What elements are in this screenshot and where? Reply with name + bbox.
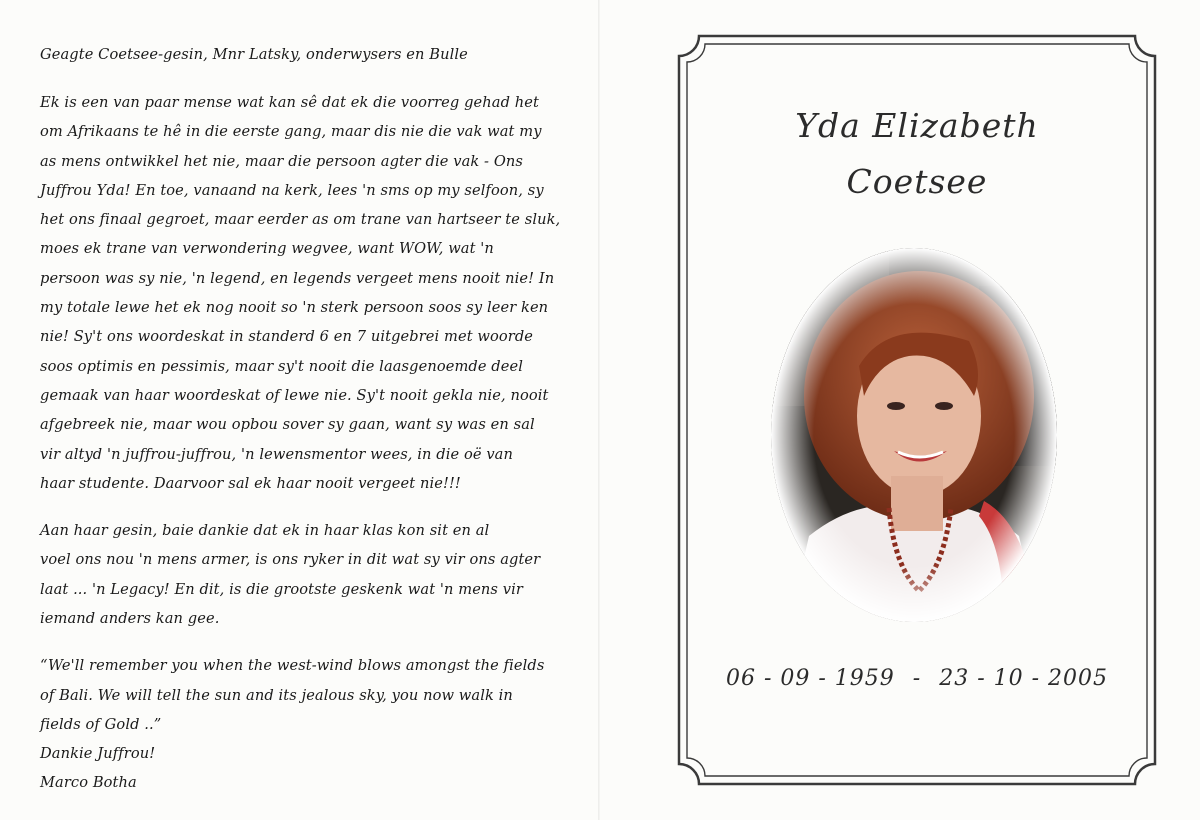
text-line: vir altyd 'n juffrou-juffrou, 'n lewensmentor wees, in die oë van <box>40 445 513 463</box>
text-line: nie! Sy't ons woordeskat in standerd 6 en 7 uitgebrei met woorde <box>40 328 534 346</box>
text-line: Aan haar gesin, baie dankie dat ek in haar klas kon sit en al <box>40 522 490 540</box>
memorial-card <box>677 34 1157 786</box>
portrait-photo <box>769 246 1059 624</box>
tribute-letter <box>40 40 560 797</box>
text-line: iemand anders kan gee. <box>40 610 220 628</box>
tribute-paragraph-2 <box>40 516 560 633</box>
life-dates <box>677 666 1157 691</box>
text-line: “We'll remember you when the west-wind blows amongst the fields <box>40 657 545 675</box>
text-line: het ons finaal gegroet, maar eerder as om trane van hartseer te sluk, <box>40 211 561 229</box>
tribute-quote <box>40 651 560 797</box>
text-line: fields of Gold ..” <box>40 715 162 733</box>
page-fold <box>598 0 600 820</box>
text-line: haar studente. Daarvoor sal ek haar nooit vergeet nie!!! <box>40 474 461 492</box>
deceased-first-names: Yda Elizabeth <box>795 106 1039 145</box>
text-line: laat ... 'n Legacy! En dit, is die grootste geskenk wat 'n mens vir <box>40 580 523 598</box>
text-line: as mens ontwikkel het nie, maar die persoon agter die vak - Ons <box>40 152 523 170</box>
death-date: 23 - 10 - 2005 <box>939 666 1109 691</box>
birth-date: 06 - 09 - 1959 <box>725 666 895 691</box>
text-line: Ek is een van paar mense wat kan sê dat ek die voorreg gehad het <box>40 94 539 111</box>
text-line: om Afrikaans te hê in die eerste gang, maar dis nie die vak wat my <box>40 123 542 141</box>
text-line: gemaak van haar woordeskat of lewe nie. Sy't nooit gekla nie, nooit <box>40 386 549 404</box>
text-line: moes ek trane van verwondering wegvee, want WOW, wat 'n <box>40 240 494 258</box>
signature-name: Marco Botha <box>40 774 137 792</box>
deceased-surname: Coetsee <box>846 162 988 201</box>
text-line: afgebreek nie, maar wou opbou sover sy gaan, want sy was en sal <box>40 416 535 434</box>
date-separator: - <box>912 666 922 691</box>
tribute-paragraph-1 <box>40 88 560 498</box>
text-line: soos optimis en pessimis, maar sy't nooit die laasgenoemde deel <box>40 357 523 375</box>
text-line: my totale lewe het ek nog nooit so 'n sterk persoon soos sy leer ken <box>40 299 549 317</box>
text-line: persoon was sy nie, 'n legend, en legends vergeet mens nooit nie! In <box>40 269 555 287</box>
text-line: Juffrou Yda! En toe, vanaand na kerk, lees 'n sms op my selfoon, sy <box>40 181 544 199</box>
text-line: of Bali. We will tell the sun and its jealous sky, you now walk in <box>40 686 513 704</box>
letter-greeting: Geagte Coetsee-gesin, Mnr Latsky, onderwysers en Bulle <box>40 46 468 63</box>
closing-line: Dankie Juffrou! <box>40 745 156 763</box>
text-line: voel ons nou 'n mens armer, is ons ryker in dit wat sy vir ons agter <box>40 551 541 569</box>
